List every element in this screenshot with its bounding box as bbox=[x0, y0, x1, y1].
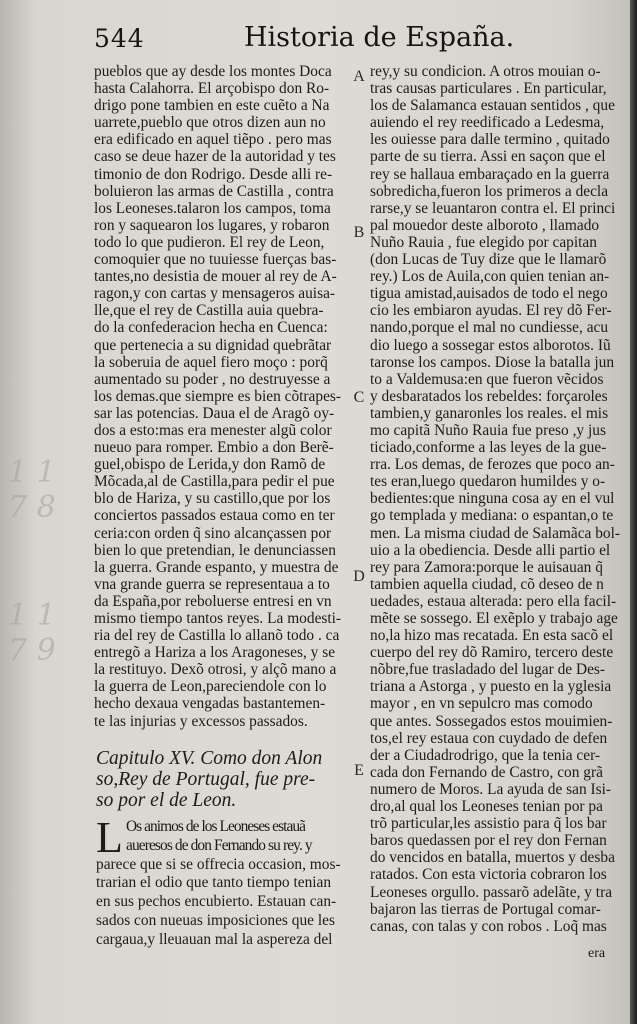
text-line: ria del rey de Castilla lo allanõ todo . ca bbox=[94, 627, 340, 645]
text-line: ticiado,conforme a las leyes de la gue- bbox=[370, 439, 607, 457]
text-line: triana a Astorga , y puesto en la yglesia bbox=[370, 678, 612, 696]
margin-letter-e: E bbox=[354, 762, 364, 779]
text-line: los de Salamanca estauan sentidos , que bbox=[370, 97, 615, 115]
text-line: ragon,y con cartas y mensageros auisa- bbox=[94, 285, 336, 303]
text-line: los Leoneses.talaron los campos, toma bbox=[94, 199, 331, 217]
text-line: y desbaratados los rebeldes: forçaroles bbox=[370, 387, 608, 405]
text-line: (don Lucas de Tuy dize que le llamarõ bbox=[370, 251, 607, 269]
text-line: no,la hizo mas recatada. En esta sacõ el bbox=[370, 627, 614, 645]
chapter-body bbox=[96, 813, 348, 950]
text-line: dio luego a sossegar estos alborotos. Iũ bbox=[370, 336, 611, 354]
text-line: nueuo para romper. Embio a don Berẽ- bbox=[94, 439, 334, 457]
text-line: drigo pone tambien en este cuẽto a Na bbox=[94, 97, 330, 115]
text-line: que pertenecia a su dignidad quebrãtar bbox=[94, 336, 332, 354]
text-line: mayor , en vn sepulcro mas comodo bbox=[370, 695, 593, 713]
text-line: hasta Calahorra. El arçobispo don Ro- bbox=[94, 80, 330, 98]
text-line: tantes,no desistia de mouer al rey de A- bbox=[94, 268, 337, 286]
chapter-heading-line: Capitulo XV. Como don Alon bbox=[96, 748, 323, 769]
text-line: Nuño Rauia , fue elegido por capitan bbox=[370, 233, 597, 251]
text-line: blo de Hariza, y su castillo,que por los bbox=[94, 490, 331, 508]
text-line: ron y saquearon los lugares, y robaron bbox=[94, 216, 330, 234]
chapter-heading-line: so,Rey de Portugal, fue pre- bbox=[96, 769, 316, 790]
text-line: uio a la obediencia. Desde alli partio el bbox=[370, 541, 611, 559]
text-line: les ouiesse para dalle termino , quitado bbox=[370, 131, 610, 149]
text-line: tambien aquella ciudad, cõ deseo de n bbox=[370, 575, 604, 593]
text-line: ceria:con orden q̃ sino alcançassen por bbox=[94, 524, 332, 542]
text-line: canas, con talas y con robos . Loq̃ mas bbox=[370, 917, 607, 935]
text-line: sados con nueuas imposiciones que les bbox=[96, 911, 335, 929]
margin-letter-d: D bbox=[353, 568, 365, 585]
text-line: dos a esto:mas era menester algũ color bbox=[94, 421, 332, 439]
text-line: entregõ a Hariza a los Aragoneses, y se bbox=[94, 644, 336, 662]
text-line: to a Valdemusa:en que fueron vẽcidos bbox=[370, 370, 604, 388]
text-line: do vencidos en batalla, muertos y desba bbox=[370, 849, 615, 867]
text-line: conciertos passados estaua como en ter bbox=[94, 507, 335, 525]
text-line: ratados. Con esta victoria cobraron los bbox=[370, 866, 607, 884]
text-line: lle,que el rey de Castilla auia quebra- bbox=[94, 302, 324, 320]
text-line: te las injurias y excessos passados. bbox=[94, 712, 308, 730]
text-line: en sus pechos encubierto. Estauan can- bbox=[96, 893, 337, 911]
text-line: pal mouedor deste alboroto , llamado bbox=[370, 216, 600, 234]
text-line: todo lo que pudieron. El rey de Leon, bbox=[94, 233, 325, 251]
text-line: vna grande guerra se representaua a to bbox=[94, 575, 330, 593]
book-spine-shadow bbox=[630, 0, 637, 1024]
text-line: auiendo el rey reedificado a Ledesma, bbox=[370, 114, 605, 132]
text-line: bien lo que pretendian, le denunciassen bbox=[94, 541, 336, 559]
text-line: hecho dexaua vengadas bastantemen- bbox=[94, 695, 326, 713]
text-line: comoquier que no tuuiesse fuerças bas- bbox=[94, 251, 337, 269]
text-line: Mõcada,al de Castilla,para pedir el pue bbox=[94, 473, 335, 491]
text-line: bedientes:que ninguna cosa ay en el vul bbox=[370, 490, 615, 508]
running-title: Historia de España. bbox=[244, 22, 515, 53]
text-line: rey para Zamora:porque le auisauan q̃ bbox=[370, 558, 603, 576]
text-line: Os animos de los Leoneses estauã bbox=[126, 818, 306, 835]
text-line: bajaron las tierras de Portugal comar- bbox=[370, 900, 601, 918]
bleed-through-text-1: 1 1 7 8 bbox=[8, 455, 56, 525]
text-line: tes eran,luego quedaron humildes y o- bbox=[370, 473, 606, 491]
text-line: numero de Moros. La ayuda de san Isi- bbox=[370, 780, 612, 798]
text-line: cio les embiaron ayudas. El rey dõ Fer- bbox=[370, 302, 612, 320]
text-line: cuerpo del rey dõ Ramiro, tercero deste bbox=[370, 644, 614, 662]
text-line: rey se hallaua embaraçado en la guerra bbox=[370, 165, 610, 183]
text-line: que antes. Sossegados estos mouimien- bbox=[370, 712, 613, 730]
text-line: tos,el rey estaua con cuydado de defen bbox=[370, 729, 608, 747]
text-line: parte de su tierra. Assi en saçon que el bbox=[370, 148, 606, 166]
text-line: nõbre,fue trasladado del lugar de Des- bbox=[370, 661, 606, 679]
text-line: rey.) Los de Auila,con quien tenian an- bbox=[370, 268, 610, 286]
text-line: rarse,y se leuantaron contra el. El princi bbox=[370, 199, 616, 217]
text-line: boluieron las armas de Castilla , contra bbox=[94, 182, 334, 200]
text-line: da España,por reboluerse entresi en vn bbox=[94, 592, 332, 610]
chapter-heading bbox=[96, 748, 348, 811]
right-column bbox=[370, 63, 624, 935]
text-line: caso se deue hazer de la autoridad y tes bbox=[94, 148, 336, 166]
text-line: la guerra de Leon,pareciendole con lo bbox=[94, 678, 327, 696]
text-line: go templada y mediana: o espantan,o te bbox=[370, 507, 614, 525]
drop-cap: L bbox=[96, 813, 123, 862]
text-line: trõ particular,les assistio para q̃ los bar bbox=[370, 815, 607, 833]
chapter-heading-line: so por el de Leon. bbox=[96, 790, 237, 811]
text-line: uarrete,pueblo que otros dizen aun no bbox=[94, 114, 326, 132]
text-line: cargaua,y lleuauan mal la aspereza del bbox=[96, 930, 333, 948]
text-line: do la confederacion hecha en Cuenca: bbox=[94, 319, 328, 337]
text-line: parece que si se offrecia occasion, mos- bbox=[96, 855, 341, 873]
text-line: pueblos que ay desde los montes Doca bbox=[94, 63, 332, 80]
left-column bbox=[94, 63, 348, 730]
text-line: era edificado en aquel tiẽpo . pero mas bbox=[94, 131, 332, 149]
text-line: la guerra. Grande espanto, y muestra de bbox=[94, 558, 339, 576]
text-line: men. La misma ciudad de Salamãca bol- bbox=[370, 524, 621, 542]
margin-letter-a: A bbox=[353, 68, 365, 85]
text-line: sar las potencias. Daua el de Aragõ oy- bbox=[94, 404, 335, 422]
text-line: taronse los campos. Diose la batalla jun bbox=[370, 353, 615, 371]
text-line: tambien,y ganaronles los reales. el mis bbox=[370, 404, 609, 422]
margin-letter-c: C bbox=[353, 389, 365, 406]
text-line: tras causas particulares . En particular, bbox=[370, 80, 607, 98]
text-line: los demas.que siempre es bien cõtrapes- bbox=[94, 387, 342, 405]
catchword: era bbox=[588, 946, 606, 961]
text-line: der a Ciudadrodrigo, que la tenia cer- bbox=[370, 746, 601, 764]
text-line: la soberuia de aquel fiero moço : porq̃ bbox=[94, 353, 328, 371]
text-line: guel,obispo de Lerida,y don Ramõ de bbox=[94, 456, 326, 474]
text-line: mo capitã Nuño Rauia fue preso ,y jus bbox=[370, 421, 606, 439]
text-line: la restituyo. Dexõ otrosi, y alçõ mano a bbox=[94, 661, 337, 679]
text-line: dro,al qual los Leoneses tenian por pa bbox=[370, 798, 603, 816]
page-header bbox=[94, 22, 515, 58]
text-line: baros quedassen por el rey don Fernan bbox=[370, 832, 607, 850]
text-line: rey,y su condicion. A otros mouian o- bbox=[370, 63, 601, 80]
text-line: aumentado su poder , no destruyesse a bbox=[94, 370, 331, 388]
text-line: sobredicha,fueron los primeros a decla bbox=[370, 182, 609, 200]
page-number: 544 bbox=[94, 24, 145, 53]
bleed-through-text-2: 1 1 7 9 bbox=[8, 598, 56, 668]
text-line: mismo tiempo tantos reyes. La modesti- bbox=[94, 610, 342, 627]
text-line: uedades, estaua alterada: pero ella facil- bbox=[370, 592, 617, 610]
text-line: aueresos de don Fernando su rey. y bbox=[126, 836, 312, 854]
text-line: Leoneses orgullo. passarõ adelãte, y tra bbox=[370, 883, 613, 901]
text-line: rra. Los demas, de ferozes que poco an- bbox=[370, 456, 615, 474]
text-line: cada don Fernando de Castro, con grã bbox=[370, 763, 603, 781]
margin-letter-b: B bbox=[353, 224, 365, 241]
text-line: timonio de don Rodrigo. Desde alli re- bbox=[94, 165, 333, 183]
text-line: trarian el odio que tanto tiempo tenian bbox=[96, 874, 332, 892]
text-line: nando,porque el mal no cundiesse, acu bbox=[370, 319, 609, 337]
text-line: tigua amistad,auisados de todo el nego bbox=[370, 285, 608, 303]
text-line: mẽte se sossego. El exẽplo y trabajo age bbox=[370, 610, 618, 627]
